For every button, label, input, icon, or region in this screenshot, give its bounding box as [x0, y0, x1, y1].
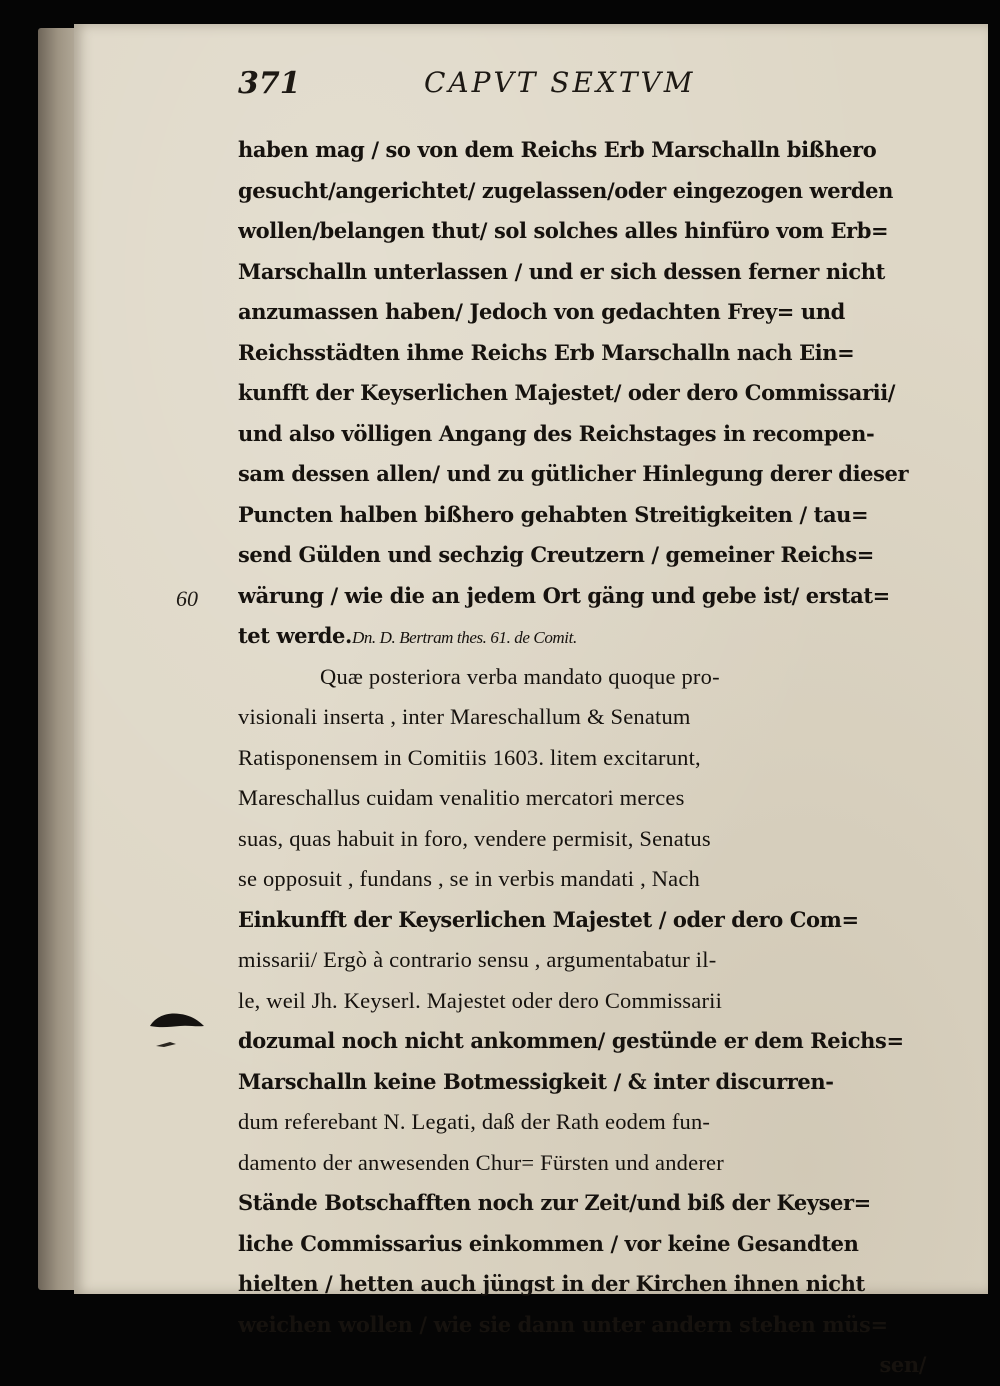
- text-line: [238, 616, 938, 657]
- text-line-content: haben mag / so von dem Reichs Erb Marschalln bißhero: [238, 137, 877, 162]
- text-line-content: liche Commissarius einkommen / vor keine Gesandten: [238, 1230, 859, 1256]
- text-line: [238, 373, 938, 414]
- text-line: [238, 1021, 938, 1062]
- text-line-content: wollen/belangen thut/ sol solches alles hinfüro vom Erb=: [238, 218, 889, 243]
- text-line: [238, 130, 938, 171]
- text-line-content: Marschalln unterlassen / und er sich dessen ferner nicht: [238, 258, 885, 284]
- text-line-content: gesucht/angerichtet/ zugelassen/oder eingezogen werden: [238, 177, 893, 203]
- text-line: [238, 900, 938, 941]
- text-line-content: tet werde.: [238, 623, 352, 648]
- text-line: [238, 859, 938, 900]
- text-line: [238, 738, 938, 779]
- text-line: [238, 414, 938, 455]
- text-line: [238, 1143, 938, 1184]
- body-text: [238, 130, 938, 1386]
- text-line-content: Quæ posteriora verba mandato quoque pro-: [320, 663, 720, 689]
- text-line: [238, 576, 938, 617]
- text-line-content: visionali inserta , inter Mareschallum & Senatum: [238, 704, 691, 729]
- text-line-content: dum referebant N. Legati, daß der Rath eodem fun-: [238, 1109, 711, 1134]
- text-line: [238, 697, 938, 738]
- text-line-content: sam dessen allen/ und zu gütlicher Hinlegung derer dieser: [238, 461, 909, 486]
- text-line-content: wärung / wie die an jedem Ort gäng und gebe ist/ erstat=: [238, 582, 890, 608]
- text-line: [238, 778, 938, 819]
- text-line-content: dozumal noch nicht ankommen/ gestünde er dem Reichs=: [238, 1028, 904, 1053]
- text-line: [238, 1062, 938, 1103]
- text-line: [238, 981, 938, 1022]
- text-line: [238, 819, 938, 860]
- text-line-content: kunfft der Keyserlichen Majestet/ oder dero Commissarii/: [238, 380, 896, 405]
- text-line-content: Puncten halben bißhero gehabten Streitigkeiten / tau=: [238, 501, 869, 527]
- page-number: 371: [238, 66, 301, 101]
- text-line-content: hielten / hetten auch jüngst in der Kirchen ihnen nicht: [238, 1271, 865, 1296]
- text-line: [238, 252, 938, 293]
- text-line: [238, 171, 938, 212]
- text-line: [238, 333, 938, 374]
- text-line-content: anzumassen haben/ Jedoch von gedachten Frey= und: [238, 299, 845, 324]
- text-line: [238, 657, 938, 698]
- text-line-content: send Gülden und sechzig Creutzern / gemeiner Reichs=: [238, 542, 875, 567]
- text-line-content: sen/: [879, 1352, 926, 1377]
- ink-blot-mark: [146, 1004, 208, 1055]
- text-line: [238, 535, 938, 576]
- text-line-content: Mareschallus cuidam venalitio mercatori merces: [238, 785, 685, 810]
- text-line: [238, 1183, 938, 1224]
- text-line: [238, 1264, 938, 1305]
- citation: Dn. D. Bertram thes. 61. de Comit.: [351, 628, 577, 647]
- text-line-content: Ratisponensem in Comitiis 1603. litem excitarunt,: [238, 744, 701, 770]
- text-line-content: missarii/ Ergò à contrario sensu , argumentabatur il-: [238, 947, 717, 972]
- text-line: [238, 1224, 938, 1265]
- text-line-content: se opposuit , fundans , se in verbis mandati , Nach: [238, 866, 700, 891]
- text-line: [238, 1102, 938, 1143]
- text-line-content: le, weil Jh. Keyserl. Majestet oder dero Commissarii: [238, 987, 723, 1013]
- text-line-content: Reichsstädten ihme Reichs Erb Marschalln nach Ein=: [238, 339, 855, 365]
- text-line-content: und also völligen Angang des Reichstages in recompen-: [238, 420, 875, 446]
- text-line-content: Stände Botschafften noch zur Zeit/und biß der Keyser=: [238, 1190, 871, 1215]
- text-line-content: weichen wollen / wie sie dann unter andern stehen müs=: [238, 1311, 888, 1337]
- margin-note: 60: [176, 586, 198, 611]
- text-line-content: damento der anwesenden Chur= Fürsten und anderer: [238, 1149, 724, 1175]
- text-line-content: Marschalln keine Botmessigkeit / & inter discurren-: [238, 1068, 834, 1094]
- text-line-content: suas, quas habuit in foro, vendere permisit, Senatus: [238, 825, 711, 851]
- text-line: [238, 495, 938, 536]
- running-head: CAPVT SEXTVM: [424, 66, 696, 99]
- text-line: [238, 292, 938, 333]
- text-line: [238, 940, 938, 981]
- text-line: [238, 211, 938, 252]
- text-line: [238, 454, 938, 495]
- text-line-content: Einkunfft der Keyserlichen Majestet / oder dero Com=: [238, 906, 859, 932]
- text-line: [238, 1305, 938, 1346]
- text-line: [238, 1345, 938, 1386]
